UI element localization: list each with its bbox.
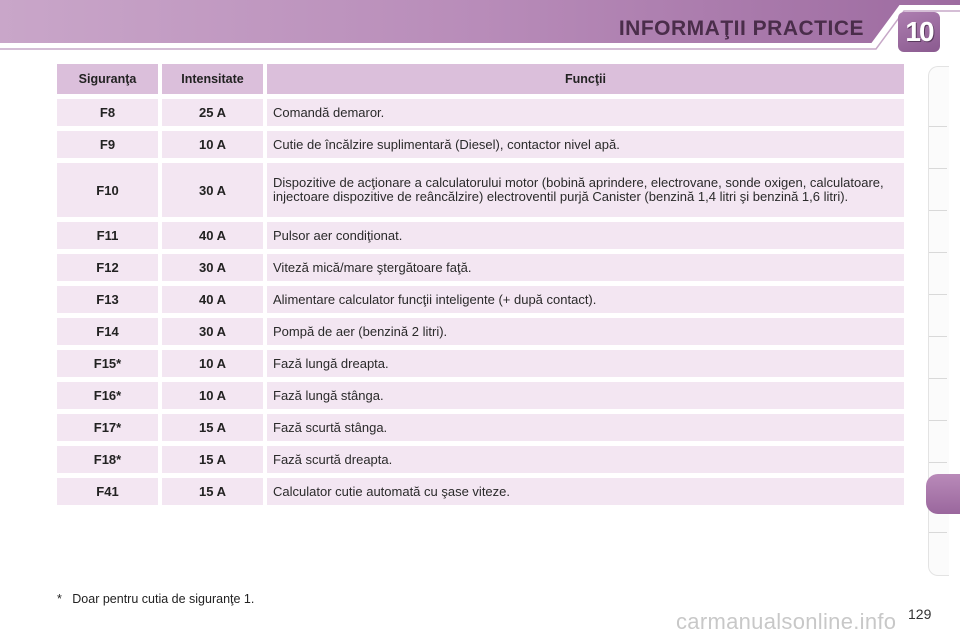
table-row [57, 163, 904, 217]
fuse-function: Fază lungă stânga. [267, 382, 904, 409]
fuse-amperage: 30 A [162, 163, 263, 217]
fuse-id: F10 [57, 163, 158, 217]
fuse-id: F12 [57, 254, 158, 281]
fuse-id: F8 [57, 99, 158, 126]
fuse-function: Comandă demaror. [267, 99, 904, 126]
fuse-function: Pompă de aer (benzină 2 litri). [267, 318, 904, 345]
table-row [57, 286, 904, 313]
table-row [57, 222, 904, 249]
fuse-id: F11 [57, 222, 158, 249]
table-row [57, 478, 904, 505]
table-row [57, 350, 904, 377]
fuse-function: Calculator cutie automată cu şase viteze. [267, 478, 904, 505]
fuse-id: F13 [57, 286, 158, 313]
table-row [57, 99, 904, 126]
fuse-amperage: 15 A [162, 446, 263, 473]
fuse-function: Cutie de încălzire suplimentară (Diesel), contactor nivel apă. [267, 131, 904, 158]
chapter-tab-active[interactable] [926, 474, 960, 514]
fuse-id: F16* [57, 382, 158, 409]
table-row [57, 382, 904, 409]
fuse-amperage: 10 A [162, 350, 263, 377]
fuse-function: Dispozitive de acţionare a calculatorului motor (bobină aprindere, electrovane, sonde oxigen, calculatoare, injectoare dispozitive de reâncălzire) electroventil purjă Canister (benzină 1,4 litri şi benzină 1,6 litri). [267, 163, 904, 217]
footnote: * Doar pentru cutia de siguranţe 1. [57, 592, 255, 606]
fuse-amperage: 40 A [162, 222, 263, 249]
table-row [57, 414, 904, 441]
fuse-id: F18* [57, 446, 158, 473]
page-number: 129 [908, 606, 932, 622]
table-row [57, 131, 904, 158]
fuse-amperage: 30 A [162, 318, 263, 345]
fuse-amperage: 10 A [162, 131, 263, 158]
table-header-row [57, 64, 904, 94]
fuse-function: Viteză mică/mare ştergătoare faţă. [267, 254, 904, 281]
fuse-function: Fază scurtă stânga. [267, 414, 904, 441]
fuse-id: F9 [57, 131, 158, 158]
fuse-amperage: 30 A [162, 254, 263, 281]
fuse-table [57, 64, 904, 510]
watermark: carmanualsonline.info [676, 609, 897, 634]
fuse-amperage: 40 A [162, 286, 263, 313]
chapter-number-badge: 10 [898, 12, 940, 52]
table-row [57, 446, 904, 473]
column-header-amperage: Intensitate [162, 64, 263, 94]
fuse-amperage: 10 A [162, 382, 263, 409]
fuse-id: F17* [57, 414, 158, 441]
column-header-fuse: Siguranţa [57, 64, 158, 94]
fuse-amperage: 15 A [162, 414, 263, 441]
fuse-function: Fază lungă dreapta. [267, 350, 904, 377]
fuse-function: Alimentare calculator funcţii inteligente (+ după contact). [267, 286, 904, 313]
fuse-id: F15* [57, 350, 158, 377]
table-row [57, 318, 904, 345]
fuse-id: F14 [57, 318, 158, 345]
page-title: INFORMAŢII PRACTICE [618, 17, 864, 40]
fuse-function: Fază scurtă dreapta. [267, 446, 904, 473]
page-header [0, 0, 960, 56]
fuse-id: F41 [57, 478, 158, 505]
fuse-amperage: 25 A [162, 99, 263, 126]
fuse-amperage: 15 A [162, 478, 263, 505]
fuse-function: Pulsor aer condiţionat. [267, 222, 904, 249]
table-row [57, 254, 904, 281]
column-header-functions: Funcţii [267, 64, 904, 94]
